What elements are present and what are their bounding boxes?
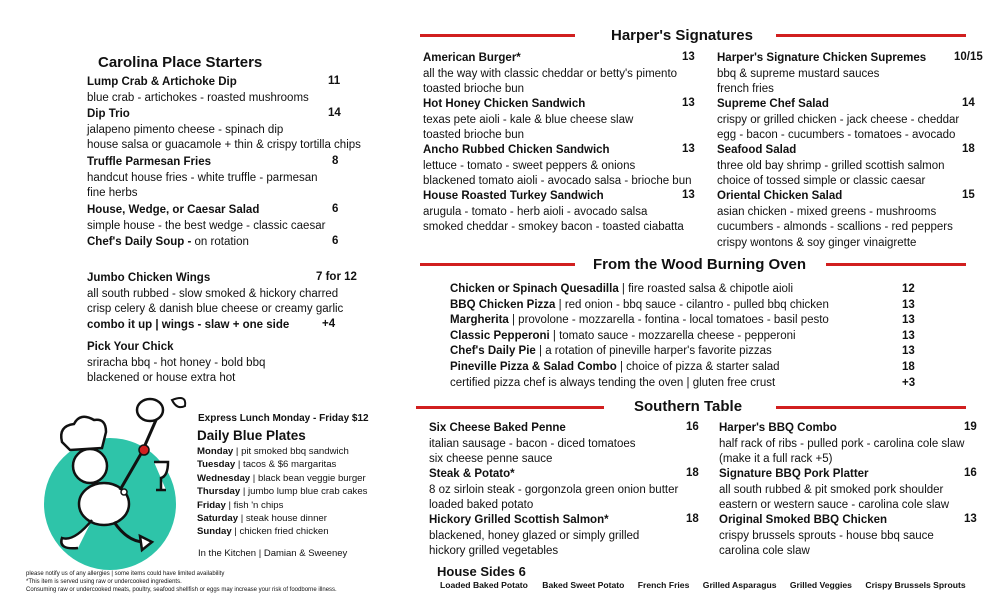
southern-title: Southern Table	[634, 398, 743, 415]
side-item: Grilled Asparagus	[702, 580, 777, 590]
signature-item: Supreme Chef Salad crispy or grilled chicken - jack cheese - cheddar egg - bacon - cucumbers - tomatoes - avocado	[717, 98, 960, 142]
starter-item: Lump Crab & Artichoke Dip blue crab - artichokes - roasted mushrooms	[87, 76, 309, 104]
red-rule	[826, 263, 966, 266]
red-rule	[420, 263, 575, 266]
shell-icon	[172, 398, 185, 407]
southern-item: Steak & Potato* 8 oz sirloin steak - gorgonzola green onion butter loaded baked potato	[429, 468, 679, 512]
side-item: Grilled Veggies	[789, 580, 852, 590]
wings-price: 7 for 12	[316, 271, 357, 283]
signature-price: 10/15	[954, 51, 983, 63]
daily-plates-title: Daily Blue Plates	[197, 428, 306, 443]
allergy-notes: please notify us of any allergies | some items could have limited availability *This item is served using raw or undercooked ingredients. Consuming raw or undercooked meats, poultry, seafood shellfish or eggs may increase your risk of foodborne illness.	[26, 571, 337, 593]
starter-price: 11	[328, 75, 341, 87]
side-item: Crispy Brussels Sprouts	[865, 580, 966, 590]
signature-item: Seafood Salad three old bay shrimp - grilled scottish salmon choice of tossed simple or classic caesar	[717, 144, 945, 188]
day-row: Tuesday | tacos & $6 margaritas	[197, 459, 337, 471]
chef-head	[73, 449, 107, 483]
kitchen-credit: In the Kitchen | Damian & Sweeney	[198, 548, 348, 559]
signature-price: 13	[682, 51, 695, 63]
signature-price: 14	[962, 97, 975, 109]
day-row: Wednesday | black bean veggie burger	[197, 472, 366, 484]
starter-price: 6	[332, 203, 339, 215]
signature-item: Oriental Chicken Salad asian chicken - mixed greens - mushrooms cucumbers - almonds - scallions - red peppers crispy wontons & soy ginger vinaigrette	[717, 190, 953, 249]
oven-item: Classic Pepperoni | tomato sauce - mozzarella cheese - pepperoni	[450, 329, 796, 342]
day-row: Sunday | chicken fried chicken	[197, 526, 329, 538]
oven-item: Chicken or Spinach Quesadilla | fire roasted salsa & chipotle aioli	[450, 283, 794, 295]
day-row: Friday | fish 'n chips	[197, 499, 284, 511]
oven-item: Pineville Pizza & Salad Combo | choice of pizza & starter salad	[450, 360, 780, 373]
pick-your-chick: Pick Your Chick sriracha bbq - hot honey - bold bbq blackened or house extra hot	[87, 341, 266, 385]
red-rule	[776, 406, 966, 409]
combo-price: +4	[322, 318, 336, 330]
oven-title: From the Wood Burning Oven	[593, 256, 807, 273]
signature-price: 15	[962, 189, 975, 201]
southern-item: Harper's BBQ Combo half rack of ribs - pulled pork - carolina cole slaw (make it a full rack +5)	[719, 422, 965, 466]
southern-price: 18	[686, 467, 699, 479]
oven-list	[450, 282, 829, 391]
side-item: Baked Sweet Potato	[542, 580, 625, 590]
red-rule	[420, 34, 575, 37]
sides-list	[440, 580, 966, 590]
oven-prices: 12 13 13 13 13 18 +3	[902, 283, 916, 389]
oven-item: Chef's Daily Pie | a rotation of pineville harper's favorite pizzas	[450, 345, 772, 358]
southern-price: 19	[964, 421, 977, 433]
signatures-title: Harper's Signatures	[611, 27, 753, 44]
starter-price: 14	[328, 107, 341, 119]
signature-item: Ancho Rubbed Chicken Sandwich lettuce - tomato - sweet peppers & onions blackened tomato aioli - avocado salsa - brioche bun	[423, 144, 692, 188]
red-rule	[416, 406, 604, 409]
day-row: Saturday | steak house dinner	[197, 513, 327, 525]
chef-hat-icon	[61, 417, 106, 450]
southern-price: 16	[686, 421, 699, 433]
express-lunch: Express Lunch Monday - Friday $12	[198, 413, 369, 424]
signature-item: Harper's Signature Chicken Supremes bbq & supreme mustard sauces french fries	[717, 52, 927, 96]
day-row: Monday | pit smoked bbq sandwich	[197, 446, 349, 457]
oven-item: Margherita | provolone - mozzarella - fontina - local tomatoes - basil pesto	[450, 314, 829, 327]
oven-item: BBQ Chicken Pizza | red onion - bbq sauce - cilantro - pulled bbq chicken	[450, 298, 829, 311]
plate-icon	[137, 399, 163, 421]
southern-item: Hickory Grilled Scottish Salmon* blackened, honey glazed or simply grilled hickory grilled vegetables	[429, 514, 640, 558]
starter-item: House, Wedge, or Caesar Salad simple house - the best wedge - classic caesar	[87, 204, 326, 232]
soup-price: 6	[332, 235, 339, 247]
southern-item: Original Smoked BBQ Chicken crispy brussels sprouts - house bbq sauce carolina cole slaw	[719, 514, 934, 558]
starters-title: Carolina Place Starters	[98, 54, 263, 71]
side-item: French Fries	[637, 580, 690, 590]
soup-item: Chef's Daily Soup - on rotation	[87, 236, 249, 248]
sides-title: House Sides 6	[437, 564, 526, 579]
starter-item: Dip Trio jalapeno pimento cheese - spinach dip house salsa or guacamole + thin & crispy tortilla chips	[87, 108, 361, 152]
signature-price: 13	[682, 189, 695, 201]
southern-item: Six Cheese Baked Penne italian sausage - bacon - diced tomatoes six cheese penne sauce	[429, 422, 636, 466]
side-item: Loaded Baked Potato	[440, 580, 528, 590]
chef-mascot-illustration	[22, 392, 200, 572]
starter-price: 8	[332, 155, 339, 167]
signature-price: 18	[962, 143, 975, 155]
southern-item: Signature BBQ Pork Platter all south rubbed & pit smoked pork shoulder eastern or western sauce - carolina cole slaw	[719, 468, 950, 512]
oven-item: certified pizza chef is always tending the oven | gluten free crust	[450, 376, 776, 389]
signature-item: House Roasted Turkey Sandwich arugula - tomato - herb aioli - avocado salsa smoked cheddar - smokey bacon - toasted ciabatta	[423, 190, 684, 234]
southern-price: 13	[964, 513, 977, 525]
starter-item: Truffle Parmesan Fries handcut house fries - white truffle - parmesan fine herbs	[87, 156, 318, 200]
wings-item: Jumbo Chicken Wings all south rubbed - slow smoked & hickory charred crisp celery & danish blue cheese or creamy garlic combo it up | wings - slaw + one side	[87, 272, 344, 331]
southern-price: 18	[686, 513, 699, 525]
signature-item: American Burger* all the way with classic cheddar or betty's pimento toasted brioche bun	[423, 52, 678, 96]
signature-item: Hot Honey Chicken Sandwich texas pete aioli - kale & blue cheese slaw toasted brioche bun	[423, 98, 634, 142]
southern-price: 16	[964, 467, 977, 479]
signature-price: 13	[682, 97, 695, 109]
signature-price: 13	[682, 143, 695, 155]
day-row: Thursday | jumbo lump blue crab cakes	[197, 486, 368, 498]
red-rule	[776, 34, 966, 37]
daily-days-list	[197, 445, 367, 539]
